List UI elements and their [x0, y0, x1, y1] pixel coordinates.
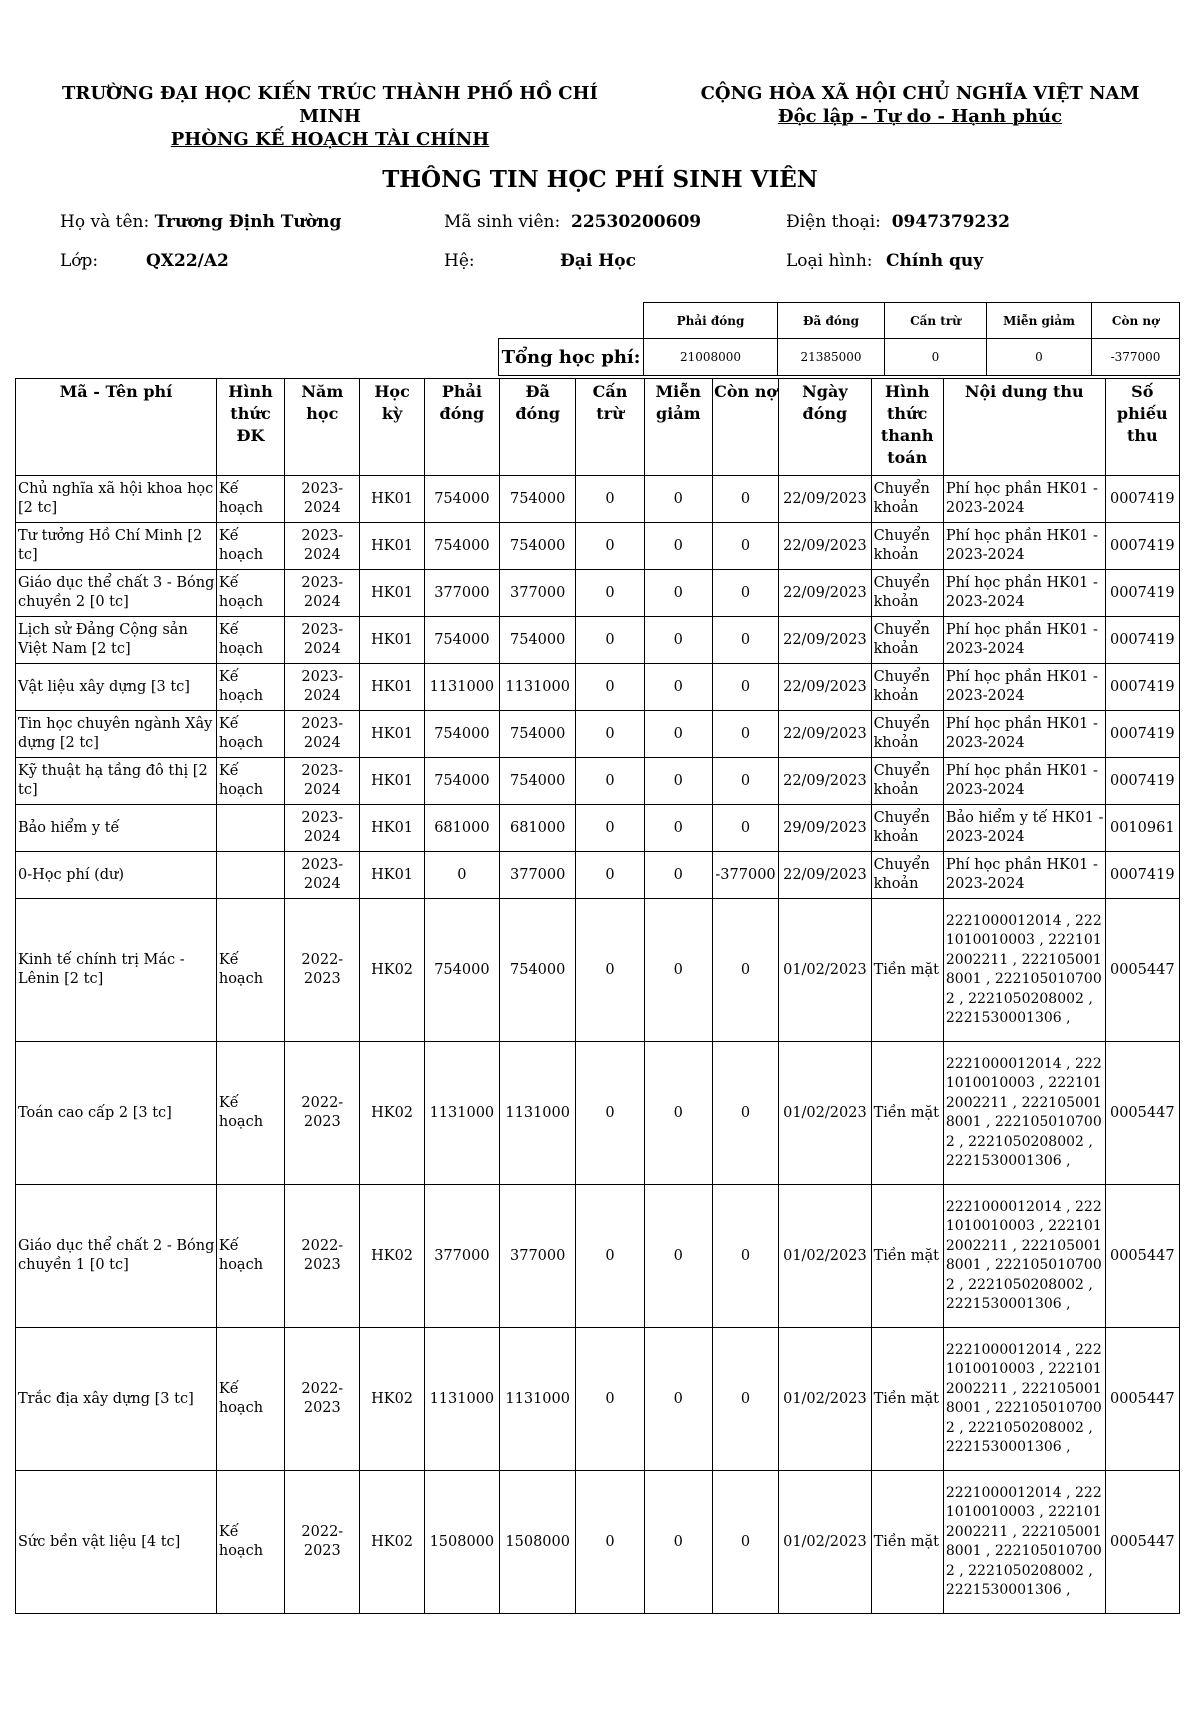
discount-cell: 0 [644, 1328, 712, 1471]
balance-cell: 0 [712, 1042, 778, 1185]
amount-paid-cell: 1131000 [500, 1042, 576, 1185]
fee-name-cell: Chủ nghĩa xã hội khoa học [2 tc] [16, 476, 217, 523]
discount-cell: 0 [644, 711, 712, 758]
summary-value: 0 [885, 339, 987, 376]
payment-content-cell: Bảo hiểm y tế HK01 - 2023-2024 [943, 805, 1105, 852]
offset-cell: 0 [576, 523, 644, 570]
payment-content-cell: 2221000012014 , 2221010010003 , 2221012002211 , 2221050018001 , 2221050107002 , 2221050208002 , 2221530001306 , [943, 1471, 1105, 1614]
register-type-cell: Kế hoạch [216, 1185, 284, 1328]
page-title: THÔNG TIN HỌC PHÍ SINH VIÊN [382, 166, 818, 193]
summary-header: Cấn trừ [885, 303, 987, 339]
payment-method-cell: Chuyển khoản [871, 758, 943, 805]
table-row [16, 617, 1180, 664]
receipt-no-cell: 0005447 [1105, 899, 1179, 1042]
amount-due-cell: 1131000 [424, 1328, 499, 1471]
amount-due-cell: 754000 [424, 617, 499, 664]
amount-paid-cell: 1131000 [500, 664, 576, 711]
payment-method-cell: Chuyển khoản [871, 570, 943, 617]
semester-cell: HK02 [360, 1185, 424, 1328]
receipt-no-cell: 0007419 [1105, 852, 1179, 899]
amount-paid-cell: 377000 [500, 1185, 576, 1328]
receipt-no-cell: 0007419 [1105, 523, 1179, 570]
amount-paid-cell: 754000 [500, 476, 576, 523]
payment-method-cell: Tiền mặt [871, 1328, 943, 1471]
table-row [16, 476, 1180, 523]
payment-date-cell: 01/02/2023 [779, 899, 871, 1042]
offset-cell: 0 [576, 852, 644, 899]
payment-date-cell: 22/09/2023 [779, 476, 871, 523]
register-type-cell: Kế hoạch [216, 711, 284, 758]
semester-cell: HK01 [360, 852, 424, 899]
payment-content-cell: Phí học phần HK01 - 2023-2024 [943, 711, 1105, 758]
col-receipt-no-header: Số phiếu thu [1105, 379, 1179, 476]
amount-paid-cell: 681000 [500, 805, 576, 852]
receipt-no-cell: 0007419 [1105, 711, 1179, 758]
payment-date-cell: 01/02/2023 [779, 1328, 871, 1471]
school-year-cell: 2023-2024 [285, 758, 360, 805]
discount-cell: 0 [644, 899, 712, 1042]
fee-name-cell: Giáo dục thể chất 3 - Bóng chuyền 2 [0 tc] [16, 570, 217, 617]
summary-value: 21008000 [644, 339, 778, 376]
fee-name-cell: Sức bền vật liệu [4 tc] [16, 1471, 217, 1614]
fee-name-cell: Giáo dục thể chất 2 - Bóng chuyền 1 [0 tc] [16, 1185, 217, 1328]
register-type-cell: Kế hoạch [216, 1042, 284, 1185]
system-value: Đại Học [560, 251, 637, 271]
col-balance-header: Còn nợ [712, 379, 778, 476]
amount-due-cell: 1131000 [424, 664, 499, 711]
table-row [16, 570, 1180, 617]
payment-method-cell: Chuyển khoản [871, 523, 943, 570]
payment-content-cell: 2221000012014 , 2221010010003 , 2221012002211 , 2221050018001 , 2221050107002 , 2221050208002 , 2221530001306 , [943, 1328, 1105, 1471]
amount-due-cell: 754000 [424, 899, 499, 1042]
register-type-cell: Kế hoạch [216, 570, 284, 617]
summary-label: Tổng học phí: [499, 339, 644, 376]
payment-date-cell: 22/09/2023 [779, 570, 871, 617]
receipt-no-cell: 0005447 [1105, 1185, 1179, 1328]
balance-cell: 0 [712, 617, 778, 664]
balance-cell: -377000 [712, 852, 778, 899]
semester-cell: HK02 [360, 1471, 424, 1614]
phone-row [786, 212, 1010, 232]
col-fee-name-header: Mã - Tên phí [16, 379, 217, 476]
payment-method-cell: Tiền mặt [871, 1471, 943, 1614]
school-year-cell: 2023-2024 [285, 711, 360, 758]
fee-name-cell: Bảo hiểm y tế [16, 805, 217, 852]
student-id: 22530200609 [571, 212, 702, 232]
discount-cell: 0 [644, 1042, 712, 1185]
payment-method-cell: Chuyển khoản [871, 476, 943, 523]
amount-due-cell: 1508000 [424, 1471, 499, 1614]
system-label: Hệ: [444, 251, 475, 271]
balance-cell: 0 [712, 758, 778, 805]
amount-due-cell: 0 [424, 852, 499, 899]
payment-date-cell: 22/09/2023 [779, 758, 871, 805]
col-payment-content-header: Nội dung thu [943, 379, 1105, 476]
payment-date-cell: 01/02/2023 [779, 1042, 871, 1185]
register-type-cell: Kế hoạch [216, 664, 284, 711]
balance-cell: 0 [712, 1328, 778, 1471]
discount-cell: 0 [644, 805, 712, 852]
amount-due-cell: 754000 [424, 758, 499, 805]
semester-cell: HK02 [360, 1328, 424, 1471]
offset-cell: 0 [576, 1185, 644, 1328]
amount-paid-cell: 377000 [500, 852, 576, 899]
phone-value: 0947379232 [891, 212, 1010, 232]
table-header-row [16, 379, 1180, 476]
school-name: TRƯỜNG ĐẠI HỌC KIẾN TRÚC THÀNH PHỐ HỒ CHÍ MINH [62, 83, 598, 127]
class-label: Lớp: [60, 251, 99, 271]
balance-cell: 0 [712, 664, 778, 711]
amount-due-cell: 1131000 [424, 1042, 499, 1185]
phone-label: Điện thoại: [786, 212, 881, 232]
balance-cell: 0 [712, 1185, 778, 1328]
table-row [16, 805, 1180, 852]
student-name: Trương Định Tường [154, 212, 342, 232]
offset-cell: 0 [576, 758, 644, 805]
fee-name-cell: Lịch sử Đảng Cộng sản Việt Nam [2 tc] [16, 617, 217, 664]
fee-name-cell: Kỹ thuật hạ tầng đô thị [2 tc] [16, 758, 217, 805]
fee-name-cell: Kinh tế chính trị Mác - Lênin [2 tc] [16, 899, 217, 1042]
student-id-label: Mã sinh viên: [444, 212, 561, 232]
offset-cell: 0 [576, 1328, 644, 1471]
receipt-no-cell: 0005447 [1105, 1328, 1179, 1471]
payment-date-cell: 22/09/2023 [779, 852, 871, 899]
payment-content-cell: Phí học phần HK01 - 2023-2024 [943, 852, 1105, 899]
balance-cell: 0 [712, 711, 778, 758]
payment-date-cell: 22/09/2023 [779, 711, 871, 758]
payment-content-cell: Phí học phần HK01 - 2023-2024 [943, 758, 1105, 805]
offset-cell: 0 [576, 1471, 644, 1614]
fee-name-cell: Trắc địa xây dựng [3 tc] [16, 1328, 217, 1471]
summary-header: Còn nợ [1092, 303, 1180, 339]
col-semester-header: Học kỳ [360, 379, 424, 476]
semester-cell: HK01 [360, 805, 424, 852]
type-label: Loại hình: [786, 251, 873, 271]
school-header [30, 82, 630, 151]
offset-cell: 0 [576, 476, 644, 523]
table-row [16, 1328, 1180, 1471]
school-year-cell: 2023-2024 [285, 664, 360, 711]
payment-method-cell: Tiền mặt [871, 899, 943, 1042]
payment-content-cell: Phí học phần HK01 - 2023-2024 [943, 617, 1105, 664]
amount-paid-cell: 1508000 [500, 1471, 576, 1614]
payment-method-cell: Chuyển khoản [871, 805, 943, 852]
discount-cell: 0 [644, 1471, 712, 1614]
receipt-no-cell: 0007419 [1105, 570, 1179, 617]
balance-cell: 0 [712, 476, 778, 523]
receipt-no-cell: 0005447 [1105, 1471, 1179, 1614]
table-row [16, 1185, 1180, 1328]
amount-due-cell: 377000 [424, 570, 499, 617]
fee-summary-table [498, 302, 1180, 376]
amount-due-cell: 377000 [424, 1185, 499, 1328]
semester-cell: HK01 [360, 664, 424, 711]
receipt-no-cell: 0007419 [1105, 664, 1179, 711]
semester-cell: HK01 [360, 570, 424, 617]
register-type-cell [216, 805, 284, 852]
payment-content-cell: Phí học phần HK01 - 2023-2024 [943, 664, 1105, 711]
summary-header: Phải đóng [644, 303, 778, 339]
fee-name-cell: Tư tưởng Hồ Chí Minh [2 tc] [16, 523, 217, 570]
register-type-cell: Kế hoạch [216, 617, 284, 664]
table-row [16, 899, 1180, 1042]
payment-content-cell: Phí học phần HK01 - 2023-2024 [943, 570, 1105, 617]
amount-due-cell: 754000 [424, 523, 499, 570]
amount-paid-cell: 377000 [500, 570, 576, 617]
student-name-label: Họ và tên: [60, 212, 150, 232]
receipt-no-cell: 0007419 [1105, 617, 1179, 664]
discount-cell: 0 [644, 664, 712, 711]
col-offset-header: Cấn trừ [576, 379, 644, 476]
discount-cell: 0 [644, 617, 712, 664]
payment-method-cell: Chuyển khoản [871, 664, 943, 711]
payment-content-cell: 2221000012014 , 2221010010003 , 2221012002211 , 2221050018001 , 2221050107002 , 2221050208002 , 2221530001306 , [943, 1185, 1105, 1328]
register-type-cell: Kế hoạch [216, 1328, 284, 1471]
school-year-cell: 2022-2023 [285, 1042, 360, 1185]
balance-cell: 0 [712, 805, 778, 852]
payment-date-cell: 22/09/2023 [779, 617, 871, 664]
balance-cell: 0 [712, 570, 778, 617]
semester-cell: HK02 [360, 899, 424, 1042]
payment-date-cell: 29/09/2023 [779, 805, 871, 852]
fee-name-cell: Toán cao cấp 2 [3 tc] [16, 1042, 217, 1185]
summary-header: Đã đóng [778, 303, 885, 339]
national-motto: Độc lập - Tự do - Hạnh phúc [777, 106, 1063, 127]
col-amount-due-header: Phải đóng [424, 379, 499, 476]
semester-cell: HK01 [360, 758, 424, 805]
table-row [16, 758, 1180, 805]
receipt-no-cell: 0010961 [1105, 805, 1179, 852]
col-school-year-header: Năm học [285, 379, 360, 476]
payment-method-cell: Tiền mặt [871, 1185, 943, 1328]
amount-due-cell: 754000 [424, 476, 499, 523]
school-year-cell: 2022-2023 [285, 899, 360, 1042]
receipt-no-cell: 0005447 [1105, 1042, 1179, 1185]
school-year-cell: 2023-2024 [285, 523, 360, 570]
school-year-cell: 2022-2023 [285, 1185, 360, 1328]
col-amount-paid-header: Đã đóng [500, 379, 576, 476]
table-row [16, 1471, 1180, 1614]
amount-paid-cell: 754000 [500, 523, 576, 570]
register-type-cell [216, 852, 284, 899]
offset-cell: 0 [576, 899, 644, 1042]
payment-date-cell: 22/09/2023 [779, 664, 871, 711]
balance-cell: 0 [712, 1471, 778, 1614]
payment-content-cell: Phí học phần HK01 - 2023-2024 [943, 523, 1105, 570]
school-year-cell: 2023-2024 [285, 617, 360, 664]
school-year-cell: 2023-2024 [285, 852, 360, 899]
student-id-row [444, 212, 701, 232]
col-register-type-header: Hình thức ĐK [216, 379, 284, 476]
balance-cell: 0 [712, 523, 778, 570]
summary-value: 0 [987, 339, 1092, 376]
semester-cell: HK01 [360, 476, 424, 523]
discount-cell: 0 [644, 1185, 712, 1328]
school-year-cell: 2022-2023 [285, 1328, 360, 1471]
fee-detail-table [15, 378, 1180, 1614]
register-type-cell: Kế hoạch [216, 1471, 284, 1614]
amount-paid-cell: 754000 [500, 617, 576, 664]
summary-header: Miễn giảm [987, 303, 1092, 339]
amount-paid-cell: 1131000 [500, 1328, 576, 1471]
balance-cell: 0 [712, 899, 778, 1042]
fee-name-cell: Tin học chuyên ngành Xây dựng [2 tc] [16, 711, 217, 758]
register-type-cell: Kế hoạch [216, 476, 284, 523]
table-row [16, 664, 1180, 711]
payment-method-cell: Chuyển khoản [871, 852, 943, 899]
student-name-row [60, 212, 341, 232]
table-row [16, 852, 1180, 899]
school-year-cell: 2023-2024 [285, 805, 360, 852]
offset-cell: 0 [576, 1042, 644, 1185]
amount-paid-cell: 754000 [500, 758, 576, 805]
discount-cell: 0 [644, 476, 712, 523]
payment-date-cell: 01/02/2023 [779, 1185, 871, 1328]
semester-cell: HK01 [360, 617, 424, 664]
table-row [16, 523, 1180, 570]
school-year-cell: 2023-2024 [285, 570, 360, 617]
discount-cell: 0 [644, 852, 712, 899]
semester-cell: HK01 [360, 711, 424, 758]
amount-due-cell: 754000 [424, 711, 499, 758]
payment-method-cell: Chuyển khoản [871, 617, 943, 664]
class-value: QX22/A2 [146, 251, 229, 271]
national-header [680, 82, 1160, 128]
discount-cell: 0 [644, 758, 712, 805]
register-type-cell: Kế hoạch [216, 899, 284, 1042]
col-payment-method-header: Hình thức thanh toán [871, 379, 943, 476]
amount-paid-cell: 754000 [500, 899, 576, 1042]
offset-cell: 0 [576, 711, 644, 758]
payment-method-cell: Tiền mặt [871, 1042, 943, 1185]
col-payment-date-header: Ngày đóng [779, 379, 871, 476]
payment-content-cell: Phí học phần HK01 - 2023-2024 [943, 476, 1105, 523]
national-name: CỘNG HÒA XÃ HỘI CHỦ NGHĨA VIỆT NAM [700, 83, 1140, 104]
school-year-cell: 2022-2023 [285, 1471, 360, 1614]
receipt-no-cell: 0007419 [1105, 758, 1179, 805]
register-type-cell: Kế hoạch [216, 523, 284, 570]
offset-cell: 0 [576, 664, 644, 711]
register-type-cell: Kế hoạch [216, 758, 284, 805]
payment-method-cell: Chuyển khoản [871, 711, 943, 758]
discount-cell: 0 [644, 523, 712, 570]
amount-due-cell: 681000 [424, 805, 499, 852]
type-value: Chính quy [886, 251, 984, 271]
receipt-no-cell: 0007419 [1105, 476, 1179, 523]
payment-date-cell: 22/09/2023 [779, 523, 871, 570]
table-row [16, 711, 1180, 758]
department-name: PHÒNG KẾ HOẠCH TÀI CHÍNH [170, 129, 490, 150]
semester-cell: HK01 [360, 523, 424, 570]
fee-name-cell: Vật liệu xây dựng [3 tc] [16, 664, 217, 711]
payment-date-cell: 01/02/2023 [779, 1471, 871, 1614]
payment-content-cell: 2221000012014 , 2221010010003 , 2221012002211 , 2221050018001 , 2221050107002 , 2221050208002 , 2221530001306 , [943, 899, 1105, 1042]
semester-cell: HK02 [360, 1042, 424, 1185]
discount-cell: 0 [644, 570, 712, 617]
offset-cell: 0 [576, 805, 644, 852]
offset-cell: 0 [576, 570, 644, 617]
summary-value: -377000 [1092, 339, 1180, 376]
offset-cell: 0 [576, 617, 644, 664]
payment-content-cell: 2221000012014 , 2221010010003 , 2221012002211 , 2221050018001 , 2221050107002 , 2221050208002 , 2221530001306 , [943, 1042, 1105, 1185]
col-discount-header: Miễn giảm [644, 379, 712, 476]
table-row [16, 1042, 1180, 1185]
school-year-cell: 2023-2024 [285, 476, 360, 523]
amount-paid-cell: 754000 [500, 711, 576, 758]
fee-name-cell: 0-Học phí (dư) [16, 852, 217, 899]
summary-value: 21385000 [778, 339, 885, 376]
